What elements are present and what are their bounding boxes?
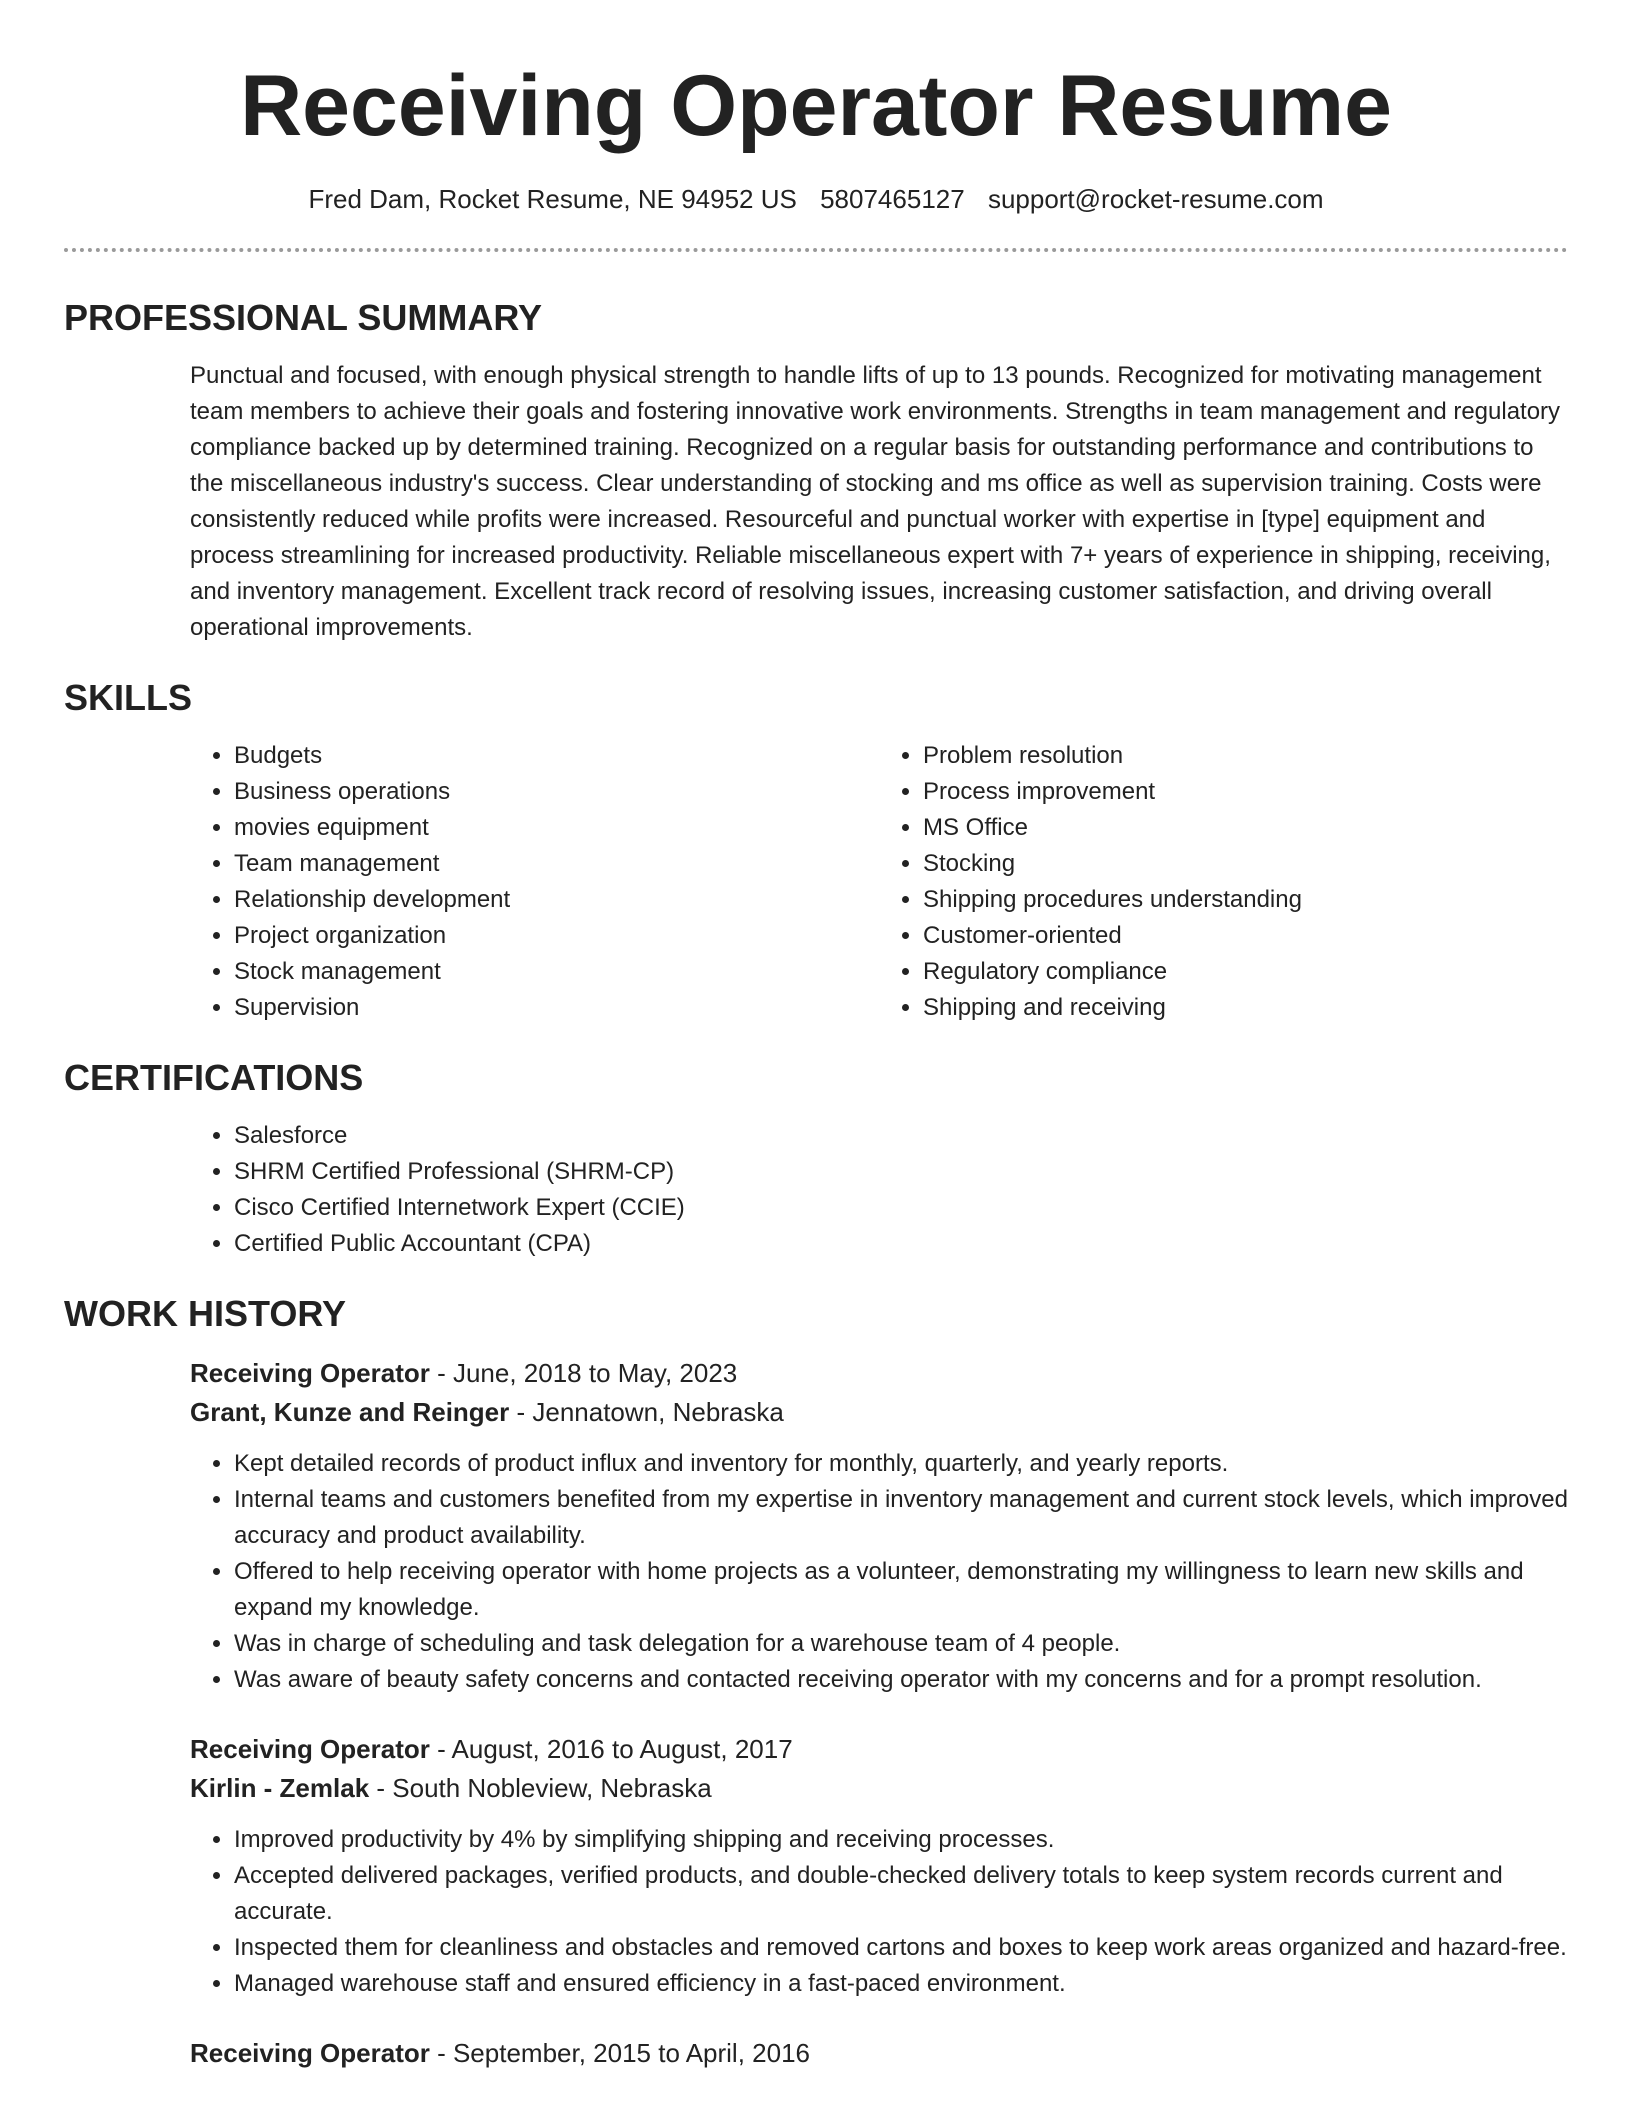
resume-title: Receiving Operator Resume <box>240 58 1392 154</box>
skill-item: • Shipping procedures understanding <box>923 882 1568 918</box>
certification-item: • Salesforce <box>234 1118 1568 1154</box>
skill-item: • Relationship development <box>234 882 879 918</box>
skill-item: • MS Office <box>923 810 1568 846</box>
skill-item: • movies equipment <box>234 810 879 846</box>
job-entry <box>190 1354 1568 1698</box>
job-bullet: • Kept detailed records of product influx and inventory for monthly, quarterly, and yearly reports. <box>234 1446 1568 1482</box>
job-location: - South Nobleview, Nebraska <box>369 1773 712 1803</box>
job-dates: - June, 2018 to May, 2023 <box>429 1358 738 1388</box>
certification-item: • Certified Public Accountant (CPA) <box>234 1226 1568 1262</box>
job-title-line <box>190 1730 1568 1769</box>
summary-heading: PROFESSIONAL SUMMARY <box>64 297 543 338</box>
job-bullet: • Offered to help receiving operator with home projects as a volunteer, demonstrating my willingness to learn new skills and expand my knowledge. <box>234 1554 1568 1626</box>
resume-page <box>64 0 1568 2073</box>
contact-email: support@rocket-resume.com <box>987 184 1324 214</box>
skill-item: • Process improvement <box>923 774 1568 810</box>
skill-item: • Business operations <box>234 774 879 810</box>
header-divider <box>64 248 1568 252</box>
skill-item: • Project organization <box>234 918 879 954</box>
summary-text: Punctual and focused, with enough physical strength to handle lifts of up to 13 pounds. Recognized for motivating management team members to achieve their goals and fostering innovative work environments. Strengths in team management and regulatory compliance backed up by determined training. Recognized on a regular basis for outstanding performance and contributions to the miscellaneous industry's success. Clear understanding of stocking and ms office as well as supervision training. Costs were consistently reduced while profits were increased. Resourceful and punctual worker with expertise in [type] equipment and process streamlining for increased productivity. Reliable miscellaneous expert with 7+ years of experience in shipping, receiving, and inventory management. Excellent track record of resolving issues, increasing customer satisfaction, and driving overall operational improvements. <box>190 362 1561 641</box>
skill-item: • Problem resolution <box>923 738 1568 774</box>
certifications-list <box>190 1118 1568 1262</box>
job-bullet: • Improved productivity by 4% by simplifying shipping and receiving processes. <box>234 1822 1568 1858</box>
job-company-line <box>190 1393 1568 1432</box>
job-bullet: • Managed warehouse staff and ensured efficiency in a fast-paced environment. <box>234 1966 1568 2002</box>
certifications-bullets <box>190 1118 1568 1262</box>
job-role: Receiving Operator <box>190 2038 430 2068</box>
job-bullet: • Was aware of beauty safety concerns and contacted receiving operator with my concerns and for a prompt resolution. <box>234 1662 1568 1698</box>
job-bullets <box>190 1446 1568 1698</box>
job-company: Kirlin - Zemlak <box>190 1773 370 1803</box>
skills-list <box>190 738 1568 1026</box>
skill-item: • Shipping and receiving <box>923 990 1568 1026</box>
job-dates: - August, 2016 to August, 2017 <box>429 1734 793 1764</box>
job-bullet: • Internal teams and customers benefited from my expertise in inventory management and current stock levels, which improved accuracy and product availability. <box>234 1482 1568 1554</box>
skill-item: • Stock management <box>234 954 879 990</box>
contact-line <box>64 182 1568 216</box>
contact-phone: 5807465127 <box>820 184 965 214</box>
job-company: Grant, Kunze and Reinger <box>190 1397 510 1427</box>
job-company-line <box>190 1769 1568 1808</box>
work-history-heading: WORK HISTORY <box>64 1293 347 1334</box>
job-bullets <box>190 1822 1568 2002</box>
job-entry <box>190 2034 1568 2073</box>
skill-item: • Budgets <box>234 738 879 774</box>
certification-item: • Cisco Certified Internetwork Expert (CCIE) <box>234 1190 1568 1226</box>
job-bullet: • Inspected them for cleanliness and obstacles and removed cartons and boxes to keep work areas organized and hazard-free. <box>234 1930 1568 1966</box>
job-bullet: • Was in charge of scheduling and task delegation for a warehouse team of 4 people. <box>234 1626 1568 1662</box>
job-dates: - September, 2015 to April, 2016 <box>429 2038 810 2068</box>
certifications-heading: CERTIFICATIONS <box>64 1057 364 1098</box>
job-bullet: • Accepted delivered packages, verified products, and double-checked delivery totals to keep system records current and accurate. <box>234 1858 1568 1930</box>
job-role: Receiving Operator <box>190 1734 430 1764</box>
skills-column-left <box>190 738 879 1026</box>
skill-item: • Customer-oriented <box>923 918 1568 954</box>
skill-item: • Regulatory compliance <box>923 954 1568 990</box>
skill-item: • Stocking <box>923 846 1568 882</box>
job-title-line <box>190 2034 1568 2073</box>
contact-address: Fred Dam, Rocket Resume, NE 94952 US <box>308 184 797 214</box>
skill-item: • Supervision <box>234 990 879 1026</box>
job-title-line <box>190 1354 1568 1393</box>
job-role: Receiving Operator <box>190 1358 430 1388</box>
job-entry <box>190 1730 1568 2002</box>
certification-item: • SHRM Certified Professional (SHRM-CP) <box>234 1154 1568 1190</box>
skills-heading: SKILLS <box>64 677 193 718</box>
skill-item: • Team management <box>234 846 879 882</box>
skills-column-right <box>879 738 1568 1026</box>
job-location: - Jennatown, Nebraska <box>509 1397 784 1427</box>
